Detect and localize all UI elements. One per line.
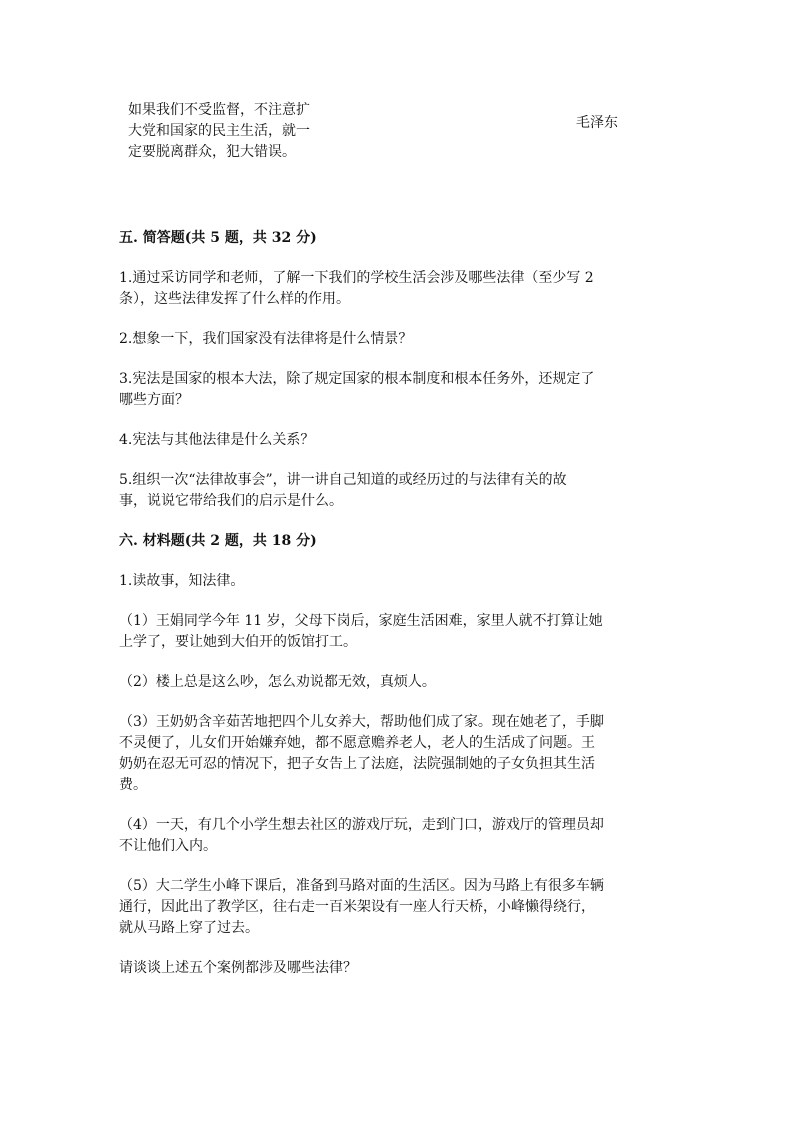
- question-line: 4.宪法与其他法律是什么关系？: [119, 432, 315, 448]
- case-line: 通行，因此出了教学区，往右走一百米架设有一座人行天桥，小峰懒得绕行，: [119, 899, 595, 915]
- question-2: [119, 329, 679, 350]
- material-question: 请谈谈上述五个案例都涉及哪些法律？: [119, 960, 357, 976]
- case-1: [119, 611, 679, 653]
- case-2: [119, 672, 679, 693]
- quote-line: 大党和国家的民主生活，就一: [128, 123, 310, 139]
- question-line: 5.组织一次“法律故事会”，讲一讲自己知道的或经历过的与法律有关的故: [119, 472, 567, 488]
- quote-line: 定要脱离群众，犯大错误。: [128, 144, 296, 160]
- case-line: 费。: [119, 777, 147, 793]
- question-line: 条），这些法律发挥了什么样的作用。: [119, 291, 350, 307]
- case-line: 上学了，要让她到大伯开的饭馆打工。: [119, 634, 357, 650]
- question-line: 1.通过采访同学和老师，了解一下我们的学校生活会涉及哪些法律（至少写 2: [119, 270, 594, 286]
- section-6-title: 六. 材料题(共 2 题，共 18 分): [119, 533, 317, 549]
- case-line: （2）楼上总是这么吵，怎么劝说都无效，真烦人。: [119, 674, 436, 690]
- case-line: 奶奶在忍无可忍的情况下，把子女告上了法庭，法院强制她的子女负担其生活: [119, 756, 595, 772]
- question-line: 事，说说它带给我们的启示是什么。: [119, 493, 343, 509]
- question-4: [119, 430, 679, 451]
- document-body: [119, 228, 679, 998]
- case-line: 不灵便了，儿女们开始嫌弃她，都不愿意赡养老人，老人的生活成了问题。王: [119, 735, 595, 751]
- case-line: （4）一天，有几个小学生想去社区的游戏厅玩，走到门口，游戏厅的管理员却: [119, 817, 604, 833]
- quote-line: 如果我们不受监督，不注意扩: [128, 102, 310, 118]
- question-5: [119, 470, 679, 512]
- case-line: （1）王娟同学今年 11 岁，父母下岗后，家庭生活困难，家里人就不打算让她: [119, 613, 603, 629]
- case-3: [119, 712, 679, 796]
- material-intro: 1.读故事，知法律。: [119, 573, 245, 589]
- case-5: [119, 876, 679, 939]
- section-5-title: 五. 简答题(共 5 题，共 32 分): [119, 230, 317, 246]
- question-1: [119, 268, 679, 310]
- case-line: （3）王奶奶含辛茹苦地把四个儿女养大，帮助他们成了家。现在她老了，手脚: [119, 714, 604, 730]
- quote-author: 毛泽东: [576, 115, 618, 131]
- case-line: （5）大二学生小峰下课后，准备到马路对面的生活区。因为马路上有很多车辆: [119, 878, 604, 894]
- question-line: 2.想象一下，我们国家没有法律将是什么情景？: [119, 331, 413, 347]
- case-line: 就从马路上穿了过去。: [119, 920, 259, 936]
- question-line: 哪些方面？: [119, 392, 189, 408]
- quote-text: [128, 100, 348, 163]
- question-line: 3.宪法是国家的根本大法，除了规定国家的根本制度和根本任务外，还规定了: [119, 371, 595, 387]
- case-line: 不让他们入内。: [119, 838, 217, 854]
- case-4: [119, 815, 679, 857]
- question-3: [119, 369, 679, 411]
